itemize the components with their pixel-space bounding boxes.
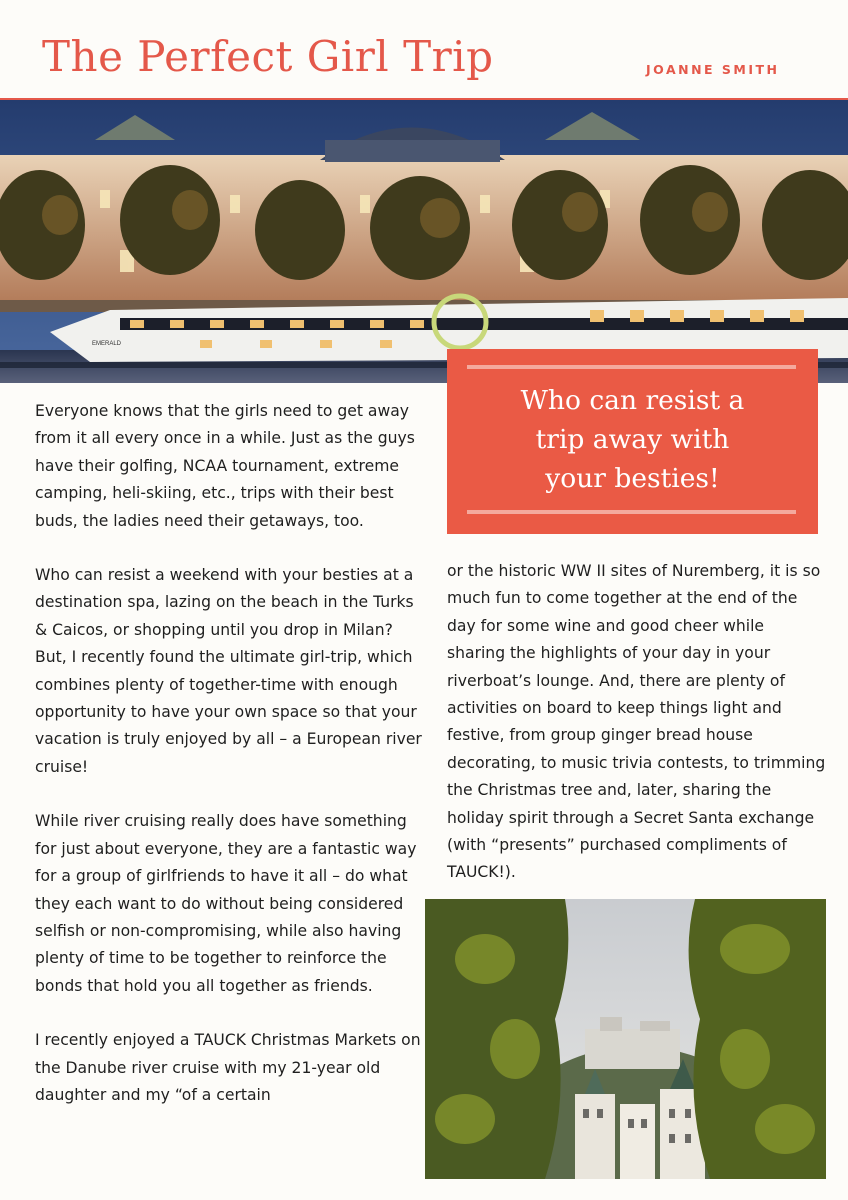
pull-quote-bottom-rule (467, 510, 796, 514)
author-byline: JOANNE SMITH (646, 62, 780, 77)
pull-quote-top-rule (467, 365, 796, 369)
boat-name-label: EMERALD (92, 341, 122, 347)
pull-quote-line: trip away with (535, 424, 730, 455)
article-paragraph: Everyone knows that the girls need to get away from it all every once in a while. Just as the guys have their golfing, NCAA tournament, extreme camping, heli-skiing, etc., trips with their best buds, the ladies need their getaways, too. (35, 402, 415, 530)
salzburg-photo (425, 899, 826, 1179)
article-paragraph: While river cruising really does have something for just about everyone, they are a fantastic way for a group of girlfriends to have it all – do what they each want to do without being considered selfish or non-compromising, while also having plenty of time to be together to reinforce the bonds that hold you all together as friends. (35, 812, 417, 995)
pull-quote-line: Who can resist a (520, 385, 745, 416)
article-column-right (447, 558, 827, 914)
page-title: The Perfect Girl Trip (42, 32, 494, 81)
pull-quote-line: your besties! (545, 463, 720, 494)
pull-quote-text (447, 381, 818, 498)
article-paragraph: I recently enjoyed a TAUCK Christmas Markets on the Danube river cruise with my 21-year old daughter and my “of a certain (35, 1031, 421, 1104)
article-paragraph: Who can resist a weekend with your besties at a destination spa, lazing on the beach in the Turks & Caicos, or shopping until you drop in Milan? But, I recently found the ultimate girl-trip, which combines plenty of together-time with enough opportunity to have your own space so that your vacation is truly enjoyed by all – a European river cruise! (35, 566, 422, 776)
article-column-left (35, 398, 427, 1136)
pull-quote-box (447, 349, 818, 534)
article-paragraph: or the historic WW II sites of Nuremberg, it is so much fun to come together at the end of the day for some wine and good cheer while sharing the highlights of your day in your riverboat’s lounge. And, there are plenty of activities on board to keep things light and festive, from group ginger bread house decorating, to music trivia contests, to trimming the Christmas tree and, later, sharing the holiday spirit through a Secret Santa exchange (with “presents” purchased compliments of TAUCK!). (447, 562, 826, 882)
hero-photo-river-cruise (0, 100, 848, 383)
